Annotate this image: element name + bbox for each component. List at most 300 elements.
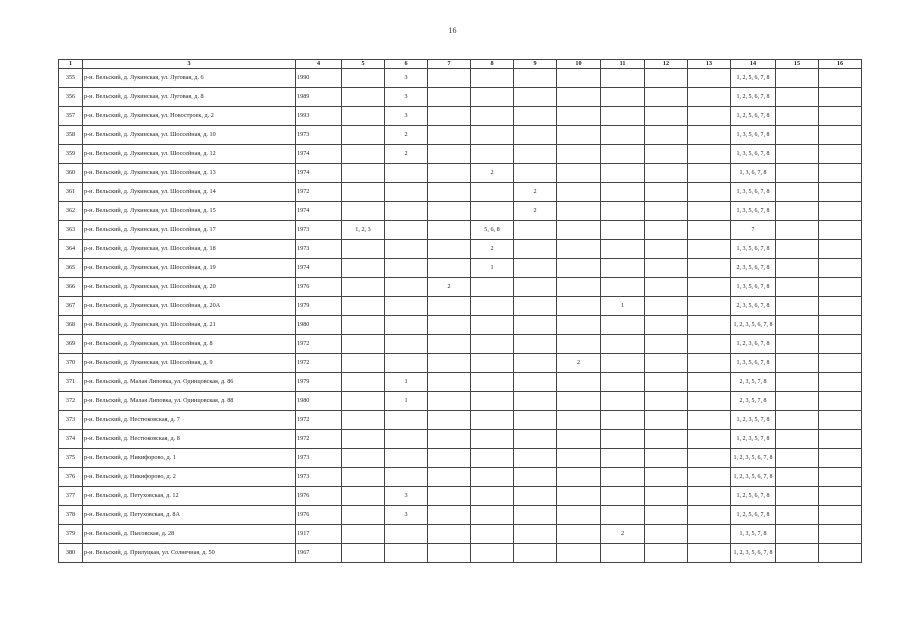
value-cell [514, 107, 557, 126]
value-cell: 2 [471, 240, 514, 259]
value-cell [471, 107, 514, 126]
address-cell: р-н. Вельский, д. Лукинская, ул. Шоссейная, д. 19 [83, 259, 296, 278]
value-cell: 2 [557, 354, 601, 373]
value-cell [688, 487, 731, 506]
table-row [59, 164, 862, 183]
address-cell: р-н. Вельский, д. Малая Липовка, ул. Одинцовская, д. 86 [83, 373, 296, 392]
address-cell: р-н. Вельский, д. Нестюковская, д. 7 [83, 411, 296, 430]
value-cell [688, 411, 731, 430]
value-cell: 1, 2, 3, 5, 6, 7, 8 [731, 544, 776, 563]
address-cell: р-н. Вельский, д. Малая Липовка, ул. Одинцовская, д. 88 [83, 392, 296, 411]
address-cell: р-н. Вельский, д. Лукинская, ул. Шоссейная, д. 13 [83, 164, 296, 183]
value-cell [514, 392, 557, 411]
value-cell [688, 468, 731, 487]
value-cell [557, 449, 601, 468]
value-cell [819, 69, 862, 88]
value-cell [688, 525, 731, 544]
value-cell [342, 297, 385, 316]
value-cell [688, 107, 731, 126]
value-cell: 1, 3, 5, 6, 7, 8 [731, 145, 776, 164]
value-cell [428, 392, 471, 411]
value-cell: 1, 3, 5, 7, 8 [731, 525, 776, 544]
value-cell [385, 449, 428, 468]
value-cell [601, 316, 645, 335]
row-number-cell: 364 [59, 240, 83, 259]
table-row [59, 430, 862, 449]
value-cell: 1, 2, 3, 6, 7, 8 [731, 335, 776, 354]
value-cell [428, 88, 471, 107]
value-cell [688, 69, 731, 88]
value-cell [645, 468, 688, 487]
row-number-cell: 371 [59, 373, 83, 392]
value-cell [557, 164, 601, 183]
value-cell [819, 354, 862, 373]
value-cell [471, 487, 514, 506]
table-row [59, 88, 862, 107]
table-row [59, 335, 862, 354]
value-cell [557, 297, 601, 316]
value-cell [776, 430, 819, 449]
value-cell [428, 164, 471, 183]
value-cell [557, 335, 601, 354]
table-row [59, 69, 862, 88]
value-cell [471, 392, 514, 411]
value-cell [819, 373, 862, 392]
value-cell [819, 487, 862, 506]
value-cell [471, 278, 514, 297]
table-row [59, 544, 862, 563]
row-number-cell: 372 [59, 392, 83, 411]
value-cell [514, 278, 557, 297]
value-cell [688, 335, 731, 354]
value-cell [819, 145, 862, 164]
value-cell [557, 88, 601, 107]
value-cell [688, 373, 731, 392]
value-cell: 2, 3, 5, 7, 8 [731, 373, 776, 392]
value-cell [601, 392, 645, 411]
table-row [59, 487, 862, 506]
value-cell [819, 259, 862, 278]
value-cell [819, 126, 862, 145]
value-cell [776, 126, 819, 145]
address-cell: р-н. Вельский, д. Лукинская, ул. Шоссейная, д. 15 [83, 202, 296, 221]
value-cell [428, 335, 471, 354]
year-cell: 1973 [296, 240, 342, 259]
value-cell [645, 430, 688, 449]
value-cell [385, 544, 428, 563]
value-cell: 1, 3, 5, 6, 7, 8 [731, 278, 776, 297]
value-cell: 1, 3, 6, 7, 8 [731, 164, 776, 183]
row-number-cell: 363 [59, 221, 83, 240]
value-cell [776, 449, 819, 468]
table-row [59, 202, 862, 221]
value-cell: 1, 2, 5, 6, 7, 8 [731, 487, 776, 506]
table-row [59, 107, 862, 126]
year-cell: 1973 [296, 449, 342, 468]
value-cell [819, 316, 862, 335]
value-cell [342, 506, 385, 525]
row-number-cell: 368 [59, 316, 83, 335]
value-cell [776, 259, 819, 278]
row-number-cell: 365 [59, 259, 83, 278]
value-cell: 1 [385, 373, 428, 392]
address-cell: р-н. Вельский, д. Лукинская, ул. Шоссейная, д. 17 [83, 221, 296, 240]
value-cell [514, 69, 557, 88]
row-number-cell: 369 [59, 335, 83, 354]
value-cell: 2, 3, 5, 7, 8 [731, 392, 776, 411]
value-cell [428, 487, 471, 506]
row-number-cell: 375 [59, 449, 83, 468]
value-cell [645, 183, 688, 202]
value-cell [557, 69, 601, 88]
value-cell [557, 411, 601, 430]
value-cell [514, 468, 557, 487]
value-cell [471, 411, 514, 430]
value-cell [645, 487, 688, 506]
value-cell [601, 69, 645, 88]
value-cell: 1, 3, 5, 6, 7, 8 [731, 126, 776, 145]
value-cell [819, 506, 862, 525]
year-cell: 1974 [296, 145, 342, 164]
value-cell [601, 468, 645, 487]
value-cell [428, 468, 471, 487]
value-cell [601, 278, 645, 297]
value-cell [819, 278, 862, 297]
column-header: 6 [385, 60, 428, 69]
value-cell [776, 69, 819, 88]
address-cell: р-н. Вельский, д. Лукинская, ул. Шоссейная, д. 8 [83, 335, 296, 354]
value-cell [342, 69, 385, 88]
value-cell [514, 259, 557, 278]
value-cell [342, 240, 385, 259]
value-cell [776, 544, 819, 563]
column-header: 3 [83, 60, 296, 69]
value-cell [342, 126, 385, 145]
year-cell: 1974 [296, 164, 342, 183]
value-cell [645, 544, 688, 563]
table-row [59, 506, 862, 525]
row-number-cell: 370 [59, 354, 83, 373]
value-cell [645, 354, 688, 373]
value-cell [428, 373, 471, 392]
value-cell [385, 164, 428, 183]
year-cell: 1967 [296, 544, 342, 563]
row-number-cell: 361 [59, 183, 83, 202]
address-cell: р-н. Вельский, д. Лукинская, ул. Новостроек, д. 2 [83, 107, 296, 126]
value-cell: 1, 3, 5, 6, 7, 8 [731, 202, 776, 221]
value-cell [514, 487, 557, 506]
value-cell [514, 126, 557, 145]
register-table [58, 59, 862, 563]
value-cell: 1, 2, 3, 5, 7, 8 [731, 430, 776, 449]
value-cell [645, 525, 688, 544]
value-cell: 1, 2, 3, 5, 6, 7, 8 [731, 316, 776, 335]
value-cell [385, 221, 428, 240]
table-row [59, 297, 862, 316]
value-cell [342, 259, 385, 278]
row-number-cell: 358 [59, 126, 83, 145]
value-cell [342, 145, 385, 164]
value-cell [514, 544, 557, 563]
value-cell: 3 [385, 69, 428, 88]
value-cell: 1, 2, 3, 5, 6, 7, 8 [731, 468, 776, 487]
value-cell [385, 240, 428, 259]
column-header: 13 [688, 60, 731, 69]
value-cell [819, 544, 862, 563]
address-cell: р-н. Вельский, д. Никифорово, д. 2 [83, 468, 296, 487]
value-cell [514, 145, 557, 164]
value-cell [601, 145, 645, 164]
value-cell [428, 354, 471, 373]
value-cell [776, 392, 819, 411]
value-cell: 2 [471, 164, 514, 183]
value-cell [385, 202, 428, 221]
value-cell [471, 316, 514, 335]
value-cell: 2 [514, 183, 557, 202]
value-cell [688, 221, 731, 240]
year-cell: 1917 [296, 525, 342, 544]
column-header: 1 [59, 60, 83, 69]
table-row [59, 278, 862, 297]
address-cell: р-н. Вельский, д. Лукинская, ул. Шоссейная, д. 20 [83, 278, 296, 297]
value-cell [385, 259, 428, 278]
value-cell [776, 145, 819, 164]
value-cell [776, 221, 819, 240]
address-cell: р-н. Вельский, д. Лукинская, ул. Шоссейная, д. 10 [83, 126, 296, 145]
value-cell [688, 278, 731, 297]
value-cell [819, 240, 862, 259]
year-cell: 1993 [296, 107, 342, 126]
value-cell [645, 392, 688, 411]
value-cell [385, 525, 428, 544]
value-cell [645, 221, 688, 240]
year-cell: 1976 [296, 278, 342, 297]
value-cell [557, 202, 601, 221]
row-number-cell: 378 [59, 506, 83, 525]
column-header: 11 [601, 60, 645, 69]
value-cell [385, 316, 428, 335]
value-cell: 7 [731, 221, 776, 240]
value-cell [776, 88, 819, 107]
value-cell [471, 202, 514, 221]
value-cell [601, 487, 645, 506]
value-cell [557, 392, 601, 411]
address-cell: р-н. Вельский, д. Лукинская, ул. Шоссейная, д. 20А [83, 297, 296, 316]
table-row [59, 411, 862, 430]
value-cell [557, 278, 601, 297]
row-number-cell: 366 [59, 278, 83, 297]
value-cell [514, 354, 557, 373]
value-cell [601, 107, 645, 126]
value-cell [342, 183, 385, 202]
value-cell [645, 297, 688, 316]
value-cell [819, 335, 862, 354]
value-cell [601, 88, 645, 107]
value-cell [645, 164, 688, 183]
value-cell [601, 335, 645, 354]
value-cell: 3 [385, 487, 428, 506]
year-cell: 1972 [296, 183, 342, 202]
value-cell [428, 525, 471, 544]
value-cell [385, 297, 428, 316]
value-cell [471, 373, 514, 392]
value-cell [688, 392, 731, 411]
value-cell: 1 [385, 392, 428, 411]
value-cell [557, 430, 601, 449]
year-cell: 1972 [296, 354, 342, 373]
value-cell [688, 240, 731, 259]
column-header: 16 [819, 60, 862, 69]
value-cell [819, 107, 862, 126]
year-cell: 1972 [296, 411, 342, 430]
value-cell [342, 316, 385, 335]
value-cell [557, 468, 601, 487]
table-row [59, 354, 862, 373]
value-cell [776, 297, 819, 316]
value-cell [428, 107, 471, 126]
table-row [59, 145, 862, 164]
value-cell [776, 335, 819, 354]
row-number-cell: 376 [59, 468, 83, 487]
address-cell: р-н. Вельский, д. Лукинская, ул. Шоссейная, д. 18 [83, 240, 296, 259]
column-header: 15 [776, 60, 819, 69]
value-cell [688, 544, 731, 563]
value-cell [557, 525, 601, 544]
value-cell [688, 145, 731, 164]
value-cell: 2 [428, 278, 471, 297]
value-cell: 1, 3, 5, 6, 7, 8 [731, 240, 776, 259]
value-cell [428, 316, 471, 335]
year-cell: 1972 [296, 430, 342, 449]
value-cell: 2 [601, 525, 645, 544]
year-cell: 1980 [296, 392, 342, 411]
value-cell: 1, 2, 5, 6, 7, 8 [731, 506, 776, 525]
value-cell: 1, 3, 5, 6, 7, 8 [731, 183, 776, 202]
address-cell: р-н. Вельский, д. Прилуцкая, ул. Солнечная, д. 50 [83, 544, 296, 563]
value-cell: 2, 3, 5, 6, 7, 8 [731, 259, 776, 278]
value-cell [342, 354, 385, 373]
value-cell [645, 506, 688, 525]
value-cell [514, 88, 557, 107]
value-cell [471, 430, 514, 449]
value-cell [819, 221, 862, 240]
year-cell: 1976 [296, 506, 342, 525]
value-cell: 1 [601, 297, 645, 316]
column-header: 14 [731, 60, 776, 69]
column-header: 9 [514, 60, 557, 69]
value-cell [601, 259, 645, 278]
table-row [59, 259, 862, 278]
row-number-cell: 379 [59, 525, 83, 544]
value-cell [471, 297, 514, 316]
value-cell [819, 202, 862, 221]
column-header: 12 [645, 60, 688, 69]
row-number-cell: 355 [59, 69, 83, 88]
value-cell [428, 221, 471, 240]
page-number: 16 [448, 26, 457, 35]
value-cell [688, 259, 731, 278]
value-cell [342, 544, 385, 563]
value-cell [601, 126, 645, 145]
value-cell: 3 [385, 506, 428, 525]
value-cell [645, 69, 688, 88]
value-cell [645, 411, 688, 430]
value-cell [645, 126, 688, 145]
value-cell [819, 525, 862, 544]
address-cell: р-н. Вельский, д. Пысовская, д. 28 [83, 525, 296, 544]
value-cell [514, 221, 557, 240]
column-header: 10 [557, 60, 601, 69]
year-cell: 1974 [296, 202, 342, 221]
value-cell [514, 164, 557, 183]
value-cell [342, 202, 385, 221]
column-header: 5 [342, 60, 385, 69]
value-cell [645, 449, 688, 468]
value-cell [471, 335, 514, 354]
value-cell [645, 278, 688, 297]
value-cell [557, 487, 601, 506]
value-cell [428, 544, 471, 563]
value-cell [471, 468, 514, 487]
value-cell: 2 [514, 202, 557, 221]
value-cell [514, 335, 557, 354]
value-cell [385, 335, 428, 354]
value-cell [428, 506, 471, 525]
address-cell: р-н. Вельский, д. Лукинская, ул. Шоссейная, д. 9 [83, 354, 296, 373]
value-cell [645, 88, 688, 107]
year-cell: 1990 [296, 69, 342, 88]
value-cell [471, 525, 514, 544]
value-cell [688, 297, 731, 316]
value-cell [385, 411, 428, 430]
value-cell [819, 164, 862, 183]
table-row [59, 126, 862, 145]
value-cell [428, 126, 471, 145]
row-number-cell: 359 [59, 145, 83, 164]
value-cell [819, 392, 862, 411]
value-cell [514, 411, 557, 430]
value-cell [471, 506, 514, 525]
value-cell [557, 316, 601, 335]
column-header: 8 [471, 60, 514, 69]
value-cell [428, 183, 471, 202]
value-cell [645, 240, 688, 259]
table-row [59, 392, 862, 411]
value-cell [342, 278, 385, 297]
year-cell: 1979 [296, 297, 342, 316]
value-cell: 1, 2, 3, 5, 7, 8 [731, 411, 776, 430]
value-cell [819, 88, 862, 107]
value-cell [645, 259, 688, 278]
value-cell [385, 278, 428, 297]
value-cell [776, 354, 819, 373]
value-cell [471, 88, 514, 107]
value-cell [514, 430, 557, 449]
table-body [59, 69, 862, 563]
address-cell: р-н. Вельский, д. Петуховская, д. 12 [83, 487, 296, 506]
value-cell [601, 221, 645, 240]
value-cell [342, 468, 385, 487]
value-cell [645, 316, 688, 335]
value-cell [471, 449, 514, 468]
column-header: 4 [296, 60, 342, 69]
value-cell [428, 430, 471, 449]
address-cell: р-н. Вельский, д. Лукинская, ул. Шоссейная, д. 14 [83, 183, 296, 202]
value-cell [776, 107, 819, 126]
year-cell: 1973 [296, 468, 342, 487]
value-cell [645, 335, 688, 354]
address-cell: р-н. Вельский, д. Лукинская, ул. Шоссейная, д. 21 [83, 316, 296, 335]
